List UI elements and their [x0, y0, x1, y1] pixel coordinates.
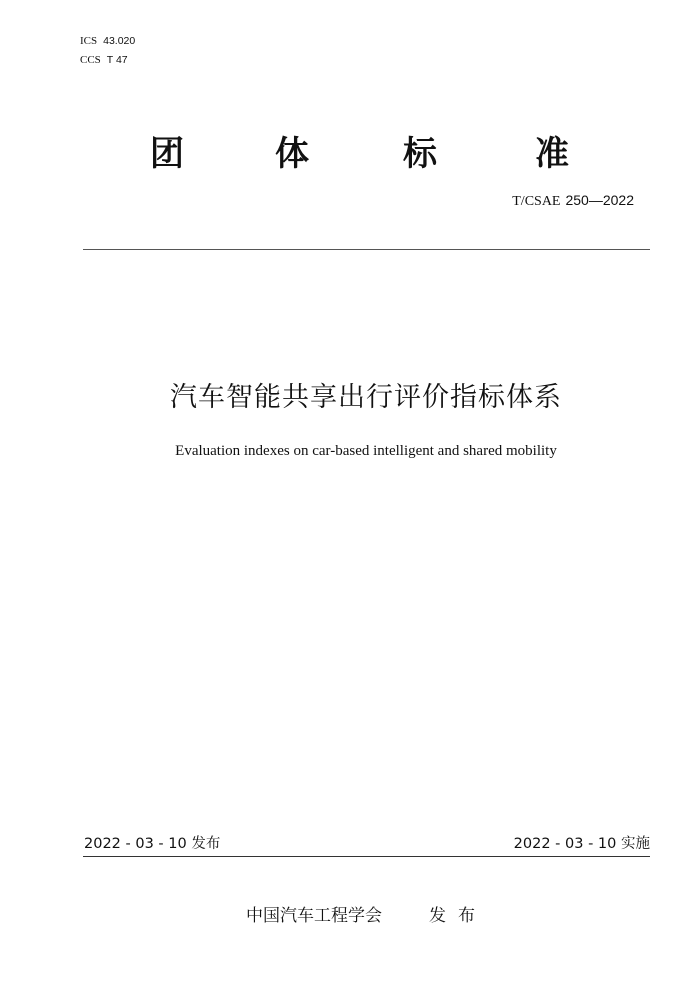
issuer-action: 发布: [429, 906, 487, 926]
standard-type-char-2: 体: [275, 134, 309, 174]
standard-type-char-1: 团: [150, 134, 184, 174]
ccs-label: CCS: [80, 54, 101, 66]
title-chinese: 汽车智能共享出行评价指标体系: [170, 382, 562, 413]
standard-number-prefix: T/CSAE: [512, 194, 561, 209]
implement-date: 2022 - 03 - 10 实施: [513, 836, 650, 852]
ics-code: 43.020: [103, 35, 136, 47]
bottom-divider: [83, 856, 650, 857]
standard-number: [512, 191, 634, 211]
standard-number-value: 250—2022: [565, 192, 634, 208]
standard-type-char-4: 准: [535, 134, 569, 174]
ics-line: [80, 34, 135, 48]
ccs-code: T 47: [106, 54, 128, 66]
standard-type-char-3: 标: [403, 134, 437, 174]
ics-label: ICS: [80, 35, 98, 47]
ccs-line: [80, 53, 128, 67]
title-english: Evaluation indexes on car-based intelligent and shared mobility: [175, 443, 557, 459]
top-divider: [83, 249, 650, 250]
issuer-name: 中国汽车工程学会: [246, 906, 382, 926]
publish-date: 2022 - 03 - 10 发布: [84, 836, 221, 852]
